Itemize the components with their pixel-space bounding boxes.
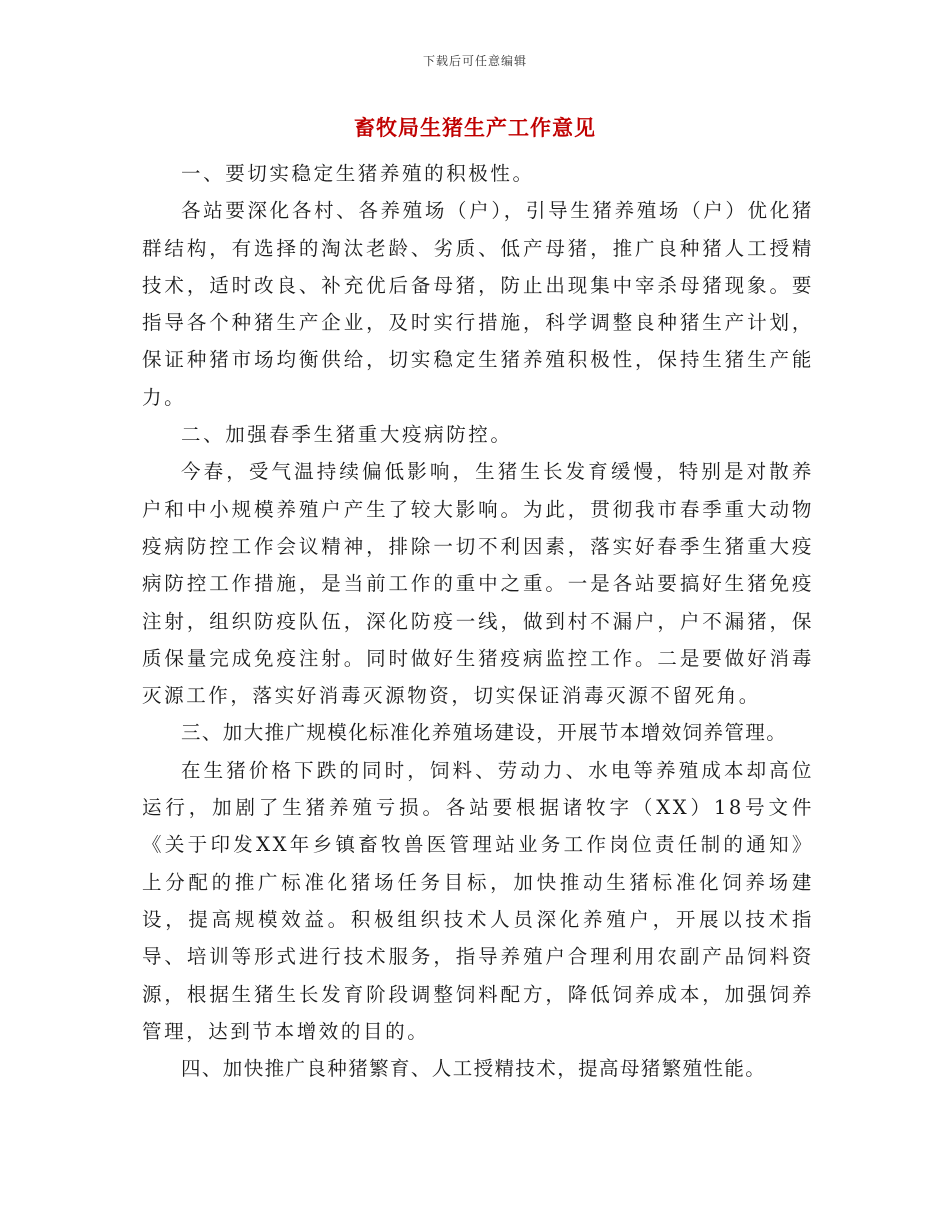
- section-body-3: 在生猪价格下跌的同时，饲料、劳动力、水电等养殖成本却高位运行，加剧了生猪养殖亏损。各站要根据诸牧字（XX）18号文件《关于印发XX年乡镇畜牧兽医管理站业务工作岗位责任制的通知》上分配的推广标准化猪场任务目标，加快推动生猪标准化饲养场建设，提高规模效益。积极组织技术人员深化养殖户，开展以技术指导、培训等形式进行技术服务，指导养殖户合理利用农副产品饲料资源，根据生猪生长发育阶段调整饲料配方，降低饲养成本，加强饲养管理，达到节本增效的目的。: [142, 758, 814, 1043]
- section-heading-3: 三、加大推广规模化标准化养殖场建设，开展节本增效饲养管理。: [181, 721, 788, 745]
- header-note: 下载后可任意编辑: [422, 54, 527, 68]
- document-body: [142, 155, 814, 1087]
- section-heading-2: 二、加强春季生猪重大疫病防控。: [181, 423, 513, 447]
- section-heading-1: 一、要切实稳定生猪养殖的积极性。: [181, 162, 535, 185]
- section-body-2: 今春，受气温持续偏低影响，生猪生长发育缓慢，特别是对散养户和中小规模养殖户产生了较大影响。为此，贯彻我市春季重大动物疫病防控工作会议精神，排除一切不利因素，落实好春季生猪重大疫病防控工作措施，是当前工作的重中之重。一是各站要搞好生猪免疫注射，组织防疫队伍，深化防疫一线，做到村不漏户，户不漏猪，保质保量完成免疫注射。同时做好生猪疫病监控工作。二是要做好消毒灭源工作，落实好消毒灭源物资，切实保证消毒灭源不留死角。: [142, 460, 814, 708]
- section-heading-4: 四、加快推广良种猪繁育、人工授精技术，提高母猪繁殖性能。: [181, 1057, 767, 1081]
- section-body-1: 各站要深化各村、各养殖场（户），引导生猪养殖场（户）优化猪群结构，有选择的淘汰老龄、劣质、低产母猪，推广良种猪人工授精技术，适时改良、补充优后备母猪，防止出现集中宰杀母猪现象。要指导各个种猪生产企业，及时实行措施，科学调整良种猪生产计划，保证种猪市场均衡供给，切实稳定生猪养殖积极性，保持生猪生产能力。: [142, 199, 814, 409]
- document-title: 畜牧局生猪生产工作意见: [354, 115, 596, 140]
